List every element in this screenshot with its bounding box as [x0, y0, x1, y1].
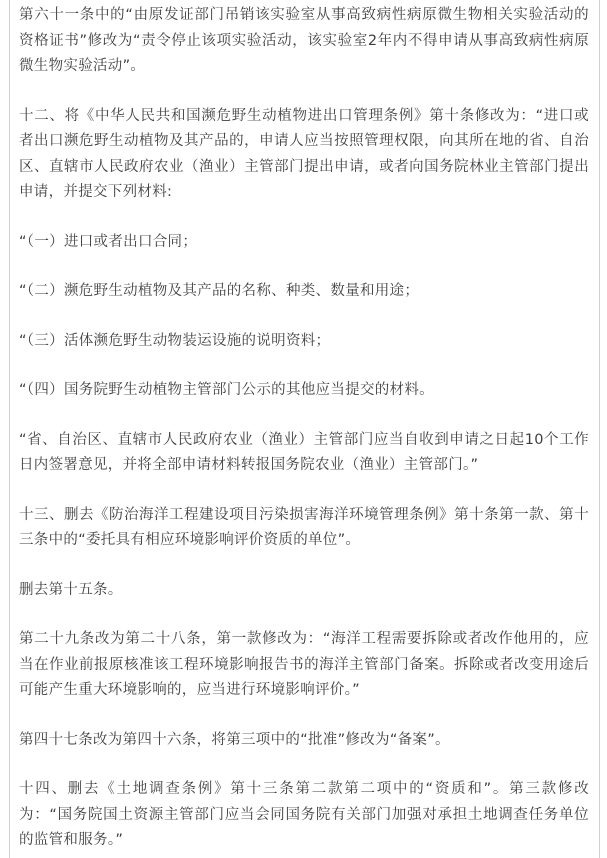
paragraph: 第二十九条改为第二十八条，第一款修改为：“海洋工程需要拆除或者改作他用的，应当在作业前报原核准该工程环境影响报告书的海洋主管部门备案。拆除或者改变用途后可能产生重大环境影响的，应当进行环境影响评价。”: [19, 631, 589, 698]
paragraph: 十二、将《中华人民共和国濒危野生动植物进出口管理条例》第十条修改为：“进口或者出口濒危野生动植物及其产品的，申请人应当按照管理权限，向其所在地的省、自治区、直辖市人民政府农业（渔业）主管部门提出申请，或者向国务院林业主管部门提出申请，并提交下列材料:: [19, 107, 589, 200]
paragraph: 第六十一条中的“由原发证部门吊销该实验室从事高致病性病原微生物相关实验活动的资格证书”修改为“责令停止该项实验活动，该实验室2年内不得申请从事高致病性病原微生物实验活动”。: [19, 7, 589, 74]
paragraph: “（二）濒危野生动植物及其产品的名称、种类、数量和用途；: [19, 283, 420, 299]
paragraph: “省、自治区、直辖市人民政府农业（渔业）主管部门应当自收到申请之日起10个工作日内签署意见，并将全部申请材料转报国务院农业（渔业）主管部门。”: [19, 431, 589, 473]
article-body: [19, 3, 589, 854]
paragraph: 第四十七条改为第四十六条，将第三项中的“批准”修改为“备案”。: [19, 731, 450, 748]
paragraph: 删去第十五条。: [19, 581, 123, 598]
paragraph: “（四）国务院野生动植物主管部门公示的其他应当提交的材料。: [19, 382, 434, 398]
paragraph: “（三）活体濒危野生动物装运设施的说明资料；: [19, 332, 331, 349]
paragraph: 十三、删去《防治海洋工程建设项目污染损害海洋环境管理条例》第十条第一款、第十三条中的“委托具有相应环境影响评价资质的单位”。: [19, 506, 589, 548]
paragraph: 十四、删去《土地调查条例》第十三条第二款第二项中的“资质和”。第三款修改为：“国务院国土资源主管部门应当会同国务院有关部门加强对承担土地调查任务单位的监管和服务。”: [19, 781, 589, 848]
paragraph: “（一）进口或者出口合同；: [19, 233, 198, 250]
